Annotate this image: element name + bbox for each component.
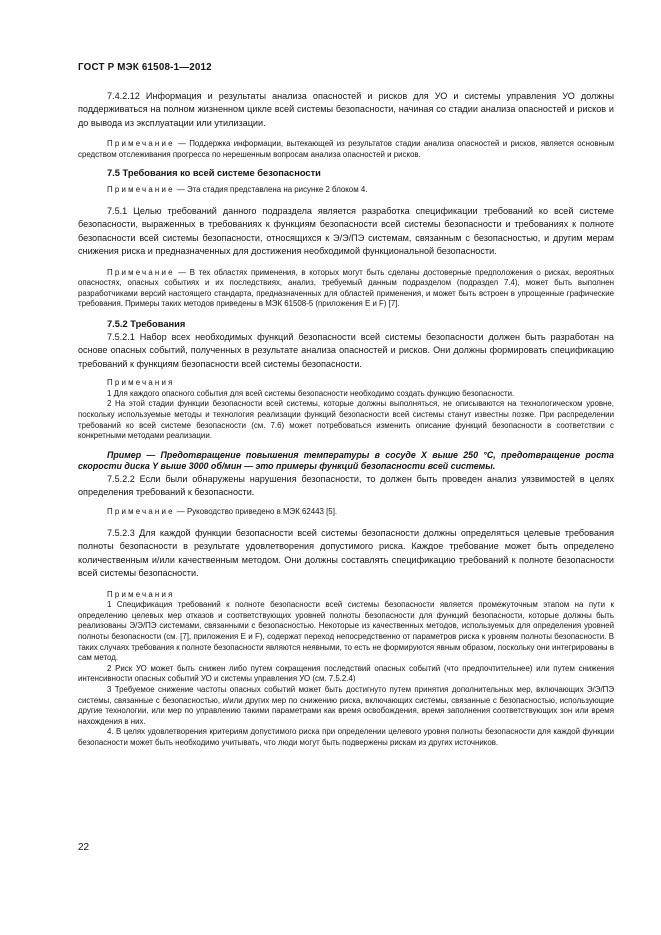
note-text: — Эта стадия представлена на рисунке 2 блоком 4. [174, 185, 368, 195]
example: Пример — Предотвращение повышения температуры в сосуде X выше 250 °С, предотвращение роста скорости диска Y выше 3000 об/мин — это примеры функций безопасности всей системы. [78, 449, 614, 472]
note-4 [78, 507, 614, 518]
note-1 [78, 139, 614, 160]
notes-1-item-2: 2 На этой стадии функции безопасности всей системы, которые должны выполняться, не описываются на технологическом уровне, поскольку используемые методы и технология реализации функций безопасности всей системы станут известны позже. При распределении требований ко всей системе безопасности (см. 7.6) может потребоваться изменить описание функций безопасности в соответствии с конкретными методами реализации. [78, 399, 614, 441]
notes-2-item-4: 4. В целях удовлетворения критериям допустимого риска при определении целевого уровня полноты безопасности для каждой функции безопасности может быть необходимо учитывать, что люди могут быть подвержены рискам из других источников. [78, 727, 614, 747]
note-label: Примечание [107, 139, 175, 149]
note-text: — Руководство приведено в МЭК 62443 [5]. [174, 507, 338, 517]
standard-header: ГОСТ Р МЭК 61508-1—2012 [78, 62, 212, 73]
notes-2-label: Примечания [107, 589, 175, 599]
clause-7-5-2-1: 7.5.2.1 Набор всех необходимых функций безопасности всей системы безопасности должен быть разработан на основе опасных событий, полученных в результате анализа опасностей и рисков. Они должны формировать спецификацию требований к функциям безопасности всей системы безопасности. [78, 332, 614, 369]
clause-7-5-2-3: 7.5.2.3 Для каждой функции безопасности всей системы безопасности должны определяться целевые требования полноты безопасности в результате удовлетворения допустимого риска. Каждое требование может быть определено количественным и/или качественным методом. Они должны составлять спецификацию требований к полноте безопасности всей системы безопасности. [78, 528, 614, 579]
clause-7-4-2-12: 7.4.2.12 Информация и результаты анализа опасностей и рисков для УО и системы управления УО должны поддерживаться на полном жизненном цикле всей системы безопасности, начиная со стадии анализа опасностей и рисков и до вывода из эксплуатации или утилизации. [78, 91, 614, 128]
note-3 [78, 268, 614, 310]
note-label: Примечание [107, 267, 175, 277]
note-text: — Поддержка информации, вытекающей из результатов стадии анализа опасностей и рисков, является основным средством отслеживания прогресса по нерешенным вопросам анализа опасностей и рисков. [78, 139, 614, 159]
clause-7-5-2-2: 7.5.2.2 Если были обнаружены нарушения безопасности, то должен быть проведен анализ уязвимостей в целях определения требований к безопасности. [78, 473, 614, 497]
body-text [78, 90, 614, 749]
notes-2-item-2: 2 Риск УО может быть снижен либо путем сокращения последствий опасных событий (что предпочтительнее) или путем снижения интенсивности опасных событий УО и системы управления УО (см. 7.5.2.4) [78, 663, 614, 684]
clause-7-5-1: 7.5.1 Целью требований данного подраздела является разработка спецификации требований ко всей системе безопасности, выраженных в требованиях к функциям безопасности всей системы безопасности и требованиях к полноте безопасности всей системы безопасности, относящихся к Э/Э/ПЭ системам, связанным с безопасностью, и другим мерам снижения риска и предназначенных для достижения необходимой функциональной безопасности. [78, 206, 614, 257]
note-text: — В тех областях применения, в которых могут быть сделаны достоверные предположения о рисках, вероятных опасностях, опасных событиях и их последствиях, анализ, требуемый данным подразделом (подраздел 7.4), может быть выполнен разработчиками версий настоящего стандарта, предназначенных для областей применения, и может быть встроен в упрощенные графические требования. Примеры таких методов приведены в МЭК 61508-5 (приложения Е и F) [7]. [78, 267, 614, 309]
notes-2-item-3: 3 Требуемое снижение частоты опасных событий может быть достигнуто путем принятия дополнительных мер, включающих Э/Э/ПЭ системы, связанные с безопасностью, и/или других мер по снижению риска, включающих системы, связанные с безопасностью, использующие другие технологии, или мер по управлению такими параметрами как время освобождения, время заполнения соответствующих зон или время нахождения в них. [78, 684, 614, 726]
note-2 [78, 185, 614, 196]
section-7-5-2-heading: 7.5.2 Требования [107, 319, 186, 329]
note-label: Примечание [107, 185, 175, 195]
notes-1-label: Примечания [107, 378, 175, 388]
page-number: 22 [78, 842, 90, 853]
notes-2-item-1: 1 Спецификация требований к полноте безопасности всей системы безопасности является промежуточным этапом на пути к определению целевых мер отказов и соответствующих уровней полноты безопасности для функций безопасности, которые должны быть реализованы Э/Э/ПЭ системами, связанными с безопасностью. Некоторые из качественных методов, используемых для определения уровней полноты безопасности (см. [7], приложения Е и F), содержат переход непосредственно от параметров риска к уровням полноты безопасности. В таких случаях требования к полноте безопасности являются неявными, то есть не формируются явным образом, поскольку они интегрированы в сам метод. [78, 600, 614, 663]
section-7-5-heading: 7.5 Требования ко всей системе безопасности [107, 168, 321, 179]
note-label: Примечание [107, 507, 175, 517]
notes-1-item-1: 1 Для каждого опасного события для всей системы безопасности необходимо создать функцию безопасности. [107, 388, 515, 398]
